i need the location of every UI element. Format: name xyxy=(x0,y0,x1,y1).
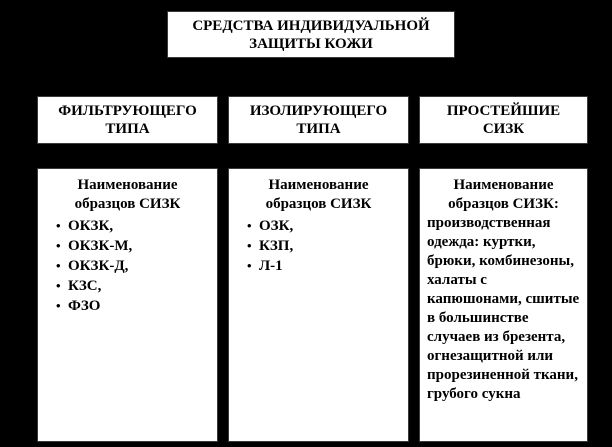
list-item xyxy=(235,236,402,256)
bullet-icon: • xyxy=(56,218,61,233)
list-item-label: Л-1 xyxy=(259,258,283,274)
list-item-label: КЗП, xyxy=(259,238,294,254)
header-box-simplest-sizk xyxy=(419,96,588,144)
list-item-label: ОКЗК-М, xyxy=(68,238,133,254)
list-item-label: КЗС, xyxy=(68,278,102,294)
bullet-icon: • xyxy=(56,238,61,253)
list-item xyxy=(44,276,211,296)
bullet-icon: • xyxy=(247,218,252,233)
header-label: ИЗОЛИРУЮЩЕГО ТИПА xyxy=(249,103,388,137)
header-label: ФИЛЬТРУЮЩЕГО ТИПА xyxy=(58,103,197,137)
header-box-isolating-type xyxy=(228,96,409,144)
header-label: ПРОСТЕЙШИЕ СИЗК xyxy=(446,103,561,137)
list-item-label: ОКЗК, xyxy=(68,218,114,234)
list-item xyxy=(235,256,402,276)
list-item xyxy=(44,256,211,276)
bullet-icon: • xyxy=(56,298,61,313)
bullet-icon: • xyxy=(247,238,252,253)
header-box-filtering-type xyxy=(37,96,218,144)
title-text: СРЕДСТВА ИНДИВИДУАЛЬНОЙ ЗАЩИТЫ КОЖИ xyxy=(192,17,430,52)
list-item xyxy=(235,216,402,236)
content-body-text: производственная одежда: куртки, брюки, комбинезоны, халаты с капюшонами, сшитые в большинстве случаев из брезента, огнезащитной или прорезиненной ткани, грубого сукна xyxy=(427,215,580,402)
list-item-label: ОЗК, xyxy=(259,218,294,234)
list-item xyxy=(44,296,211,316)
bullet-list xyxy=(44,216,211,316)
list-item-label: ОКЗК-Д, xyxy=(68,258,129,274)
list-item xyxy=(44,236,211,256)
content-list-title: Наименование образцов СИЗК: xyxy=(448,177,559,212)
list-item-label: ФЗО xyxy=(68,298,101,314)
content-list-title: Наименование образцов СИЗК xyxy=(74,177,181,212)
bullet-list xyxy=(235,216,402,276)
title-box xyxy=(167,11,455,58)
bullet-icon: • xyxy=(56,258,61,273)
bullet-icon: • xyxy=(247,258,252,273)
content-box-filtering-type xyxy=(37,168,218,442)
content-box-isolating-type xyxy=(228,168,409,442)
bullet-icon: • xyxy=(56,278,61,293)
content-box-simplest-sizk xyxy=(419,168,588,442)
content-list-title: Наименование образцов СИЗК xyxy=(265,177,372,212)
list-item xyxy=(44,216,211,236)
